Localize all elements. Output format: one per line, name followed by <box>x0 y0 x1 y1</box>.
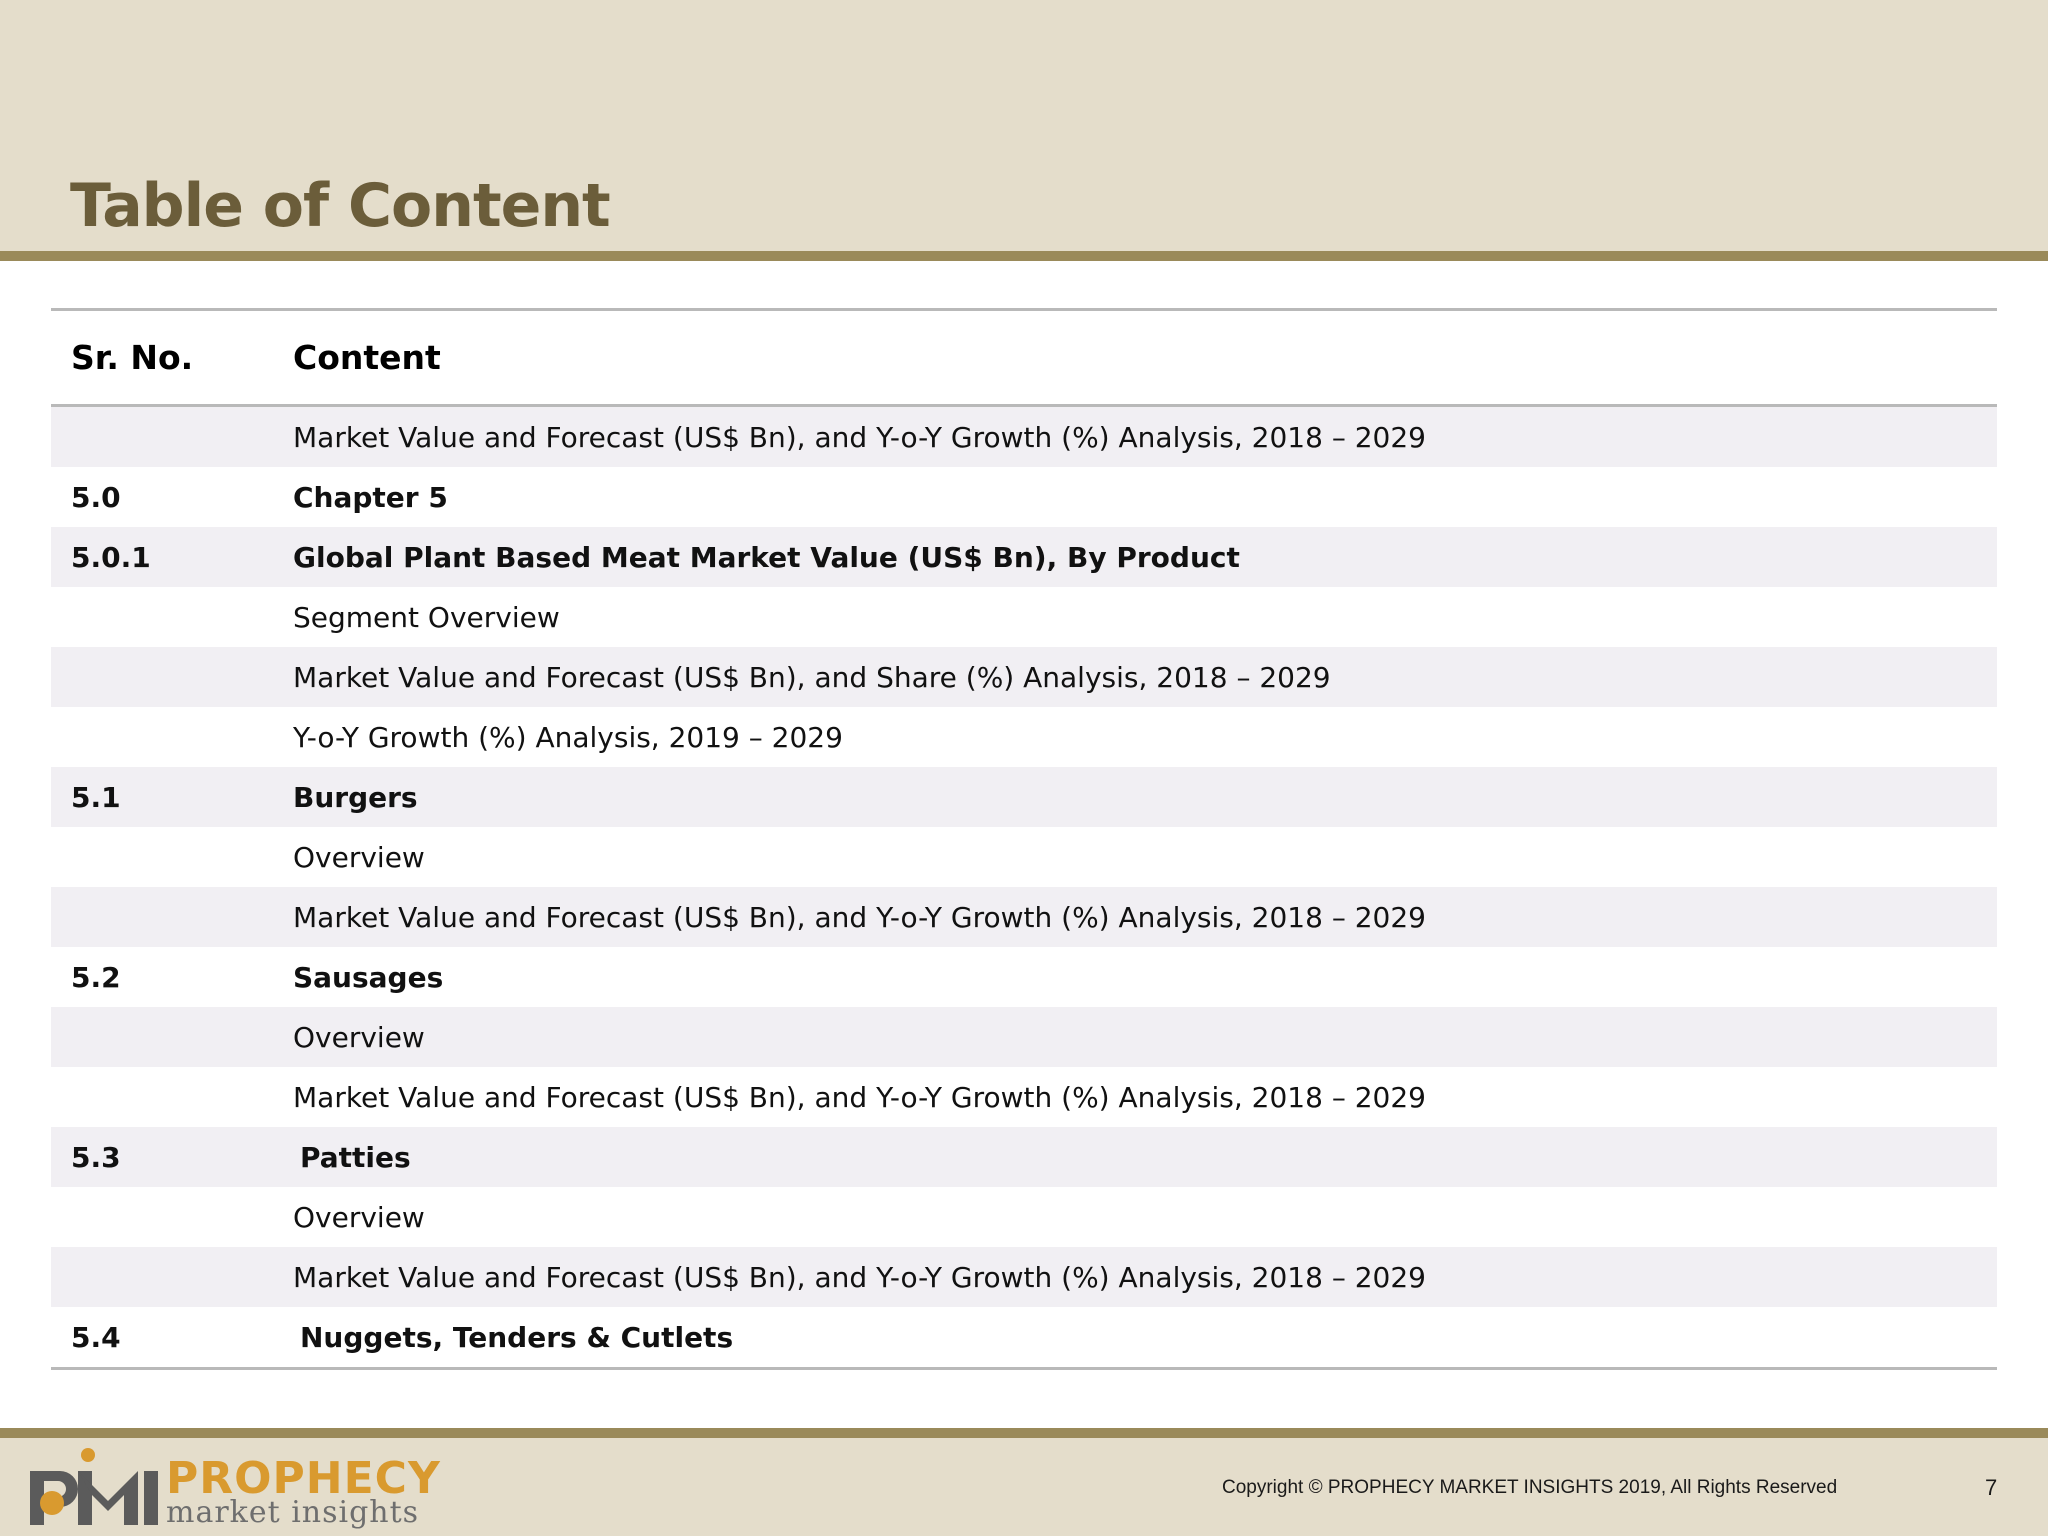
footer-divider <box>0 1428 2048 1438</box>
toc-table <box>51 308 1997 1370</box>
row-content: Market Value and Forecast (US$ Bn), and Y-o-Y Growth (%) Analysis, 2018 – 2029 <box>293 420 1426 454</box>
column-header-sr-no: Sr. No. <box>71 338 194 377</box>
row-content: Overview <box>293 1200 425 1234</box>
table-row <box>51 1307 1997 1367</box>
table-row <box>51 1187 1997 1247</box>
table-bottom-rule <box>51 1367 1997 1370</box>
row-content: Nuggets, Tenders & Cutlets <box>300 1320 734 1354</box>
row-content: Overview <box>293 1020 425 1054</box>
header-divider <box>0 251 2048 261</box>
table-row <box>51 827 1997 887</box>
table-row <box>51 767 1997 827</box>
table-row <box>51 887 1997 947</box>
row-sr-no: 5.0.1 <box>71 540 151 574</box>
row-content: Market Value and Forecast (US$ Bn), and Y-o-Y Growth (%) Analysis, 2018 – 2029 <box>293 900 1426 934</box>
row-content: Y-o-Y Growth (%) Analysis, 2019 – 2029 <box>293 720 843 754</box>
row-content: Chapter 5 <box>293 480 448 514</box>
table-body <box>51 407 1997 1367</box>
table-row <box>51 587 1997 647</box>
row-content: Market Value and Forecast (US$ Bn), and Y-o-Y Growth (%) Analysis, 2018 – 2029 <box>293 1080 1426 1114</box>
logo-tagline: market insights <box>166 1495 420 1530</box>
table-row <box>51 1007 1997 1067</box>
logo-wordmark: PROPHECY <box>166 1453 441 1504</box>
row-content: Patties <box>300 1140 411 1174</box>
row-content: Burgers <box>293 780 418 814</box>
table-row <box>51 947 1997 1007</box>
row-sr-no: 5.3 <box>71 1140 121 1174</box>
table-row <box>51 1067 1997 1127</box>
page-title: Table of Content <box>70 171 610 241</box>
copyright-notice: Copyright © PROPHECY MARKET INSIGHTS 2019, All Rights Reserved <box>1222 1477 1838 1498</box>
row-content: Overview <box>293 840 425 874</box>
row-sr-no: 5.1 <box>71 780 121 814</box>
table-row <box>51 1127 1997 1187</box>
page-number: 7 <box>1985 1475 1998 1500</box>
row-content: Market Value and Forecast (US$ Bn), and Share (%) Analysis, 2018 – 2029 <box>293 660 1331 694</box>
table-row <box>51 407 1997 467</box>
row-content: Sausages <box>293 960 444 994</box>
table-row <box>51 1247 1997 1307</box>
row-content: Global Plant Based Meat Market Value (US$ Bn), By Product <box>293 540 1240 574</box>
row-sr-no: 5.4 <box>71 1320 121 1354</box>
column-header-content: Content <box>293 338 441 377</box>
table-header-row <box>51 311 1997 407</box>
table-row <box>51 707 1997 767</box>
table-row <box>51 467 1997 527</box>
row-content: Market Value and Forecast (US$ Bn), and Y-o-Y Growth (%) Analysis, 2018 – 2029 <box>293 1260 1426 1294</box>
table-row <box>51 647 1997 707</box>
row-sr-no: 5.2 <box>71 960 121 994</box>
row-sr-no: 5.0 <box>71 480 121 514</box>
table-row <box>51 527 1997 587</box>
row-content: Segment Overview <box>293 600 560 634</box>
